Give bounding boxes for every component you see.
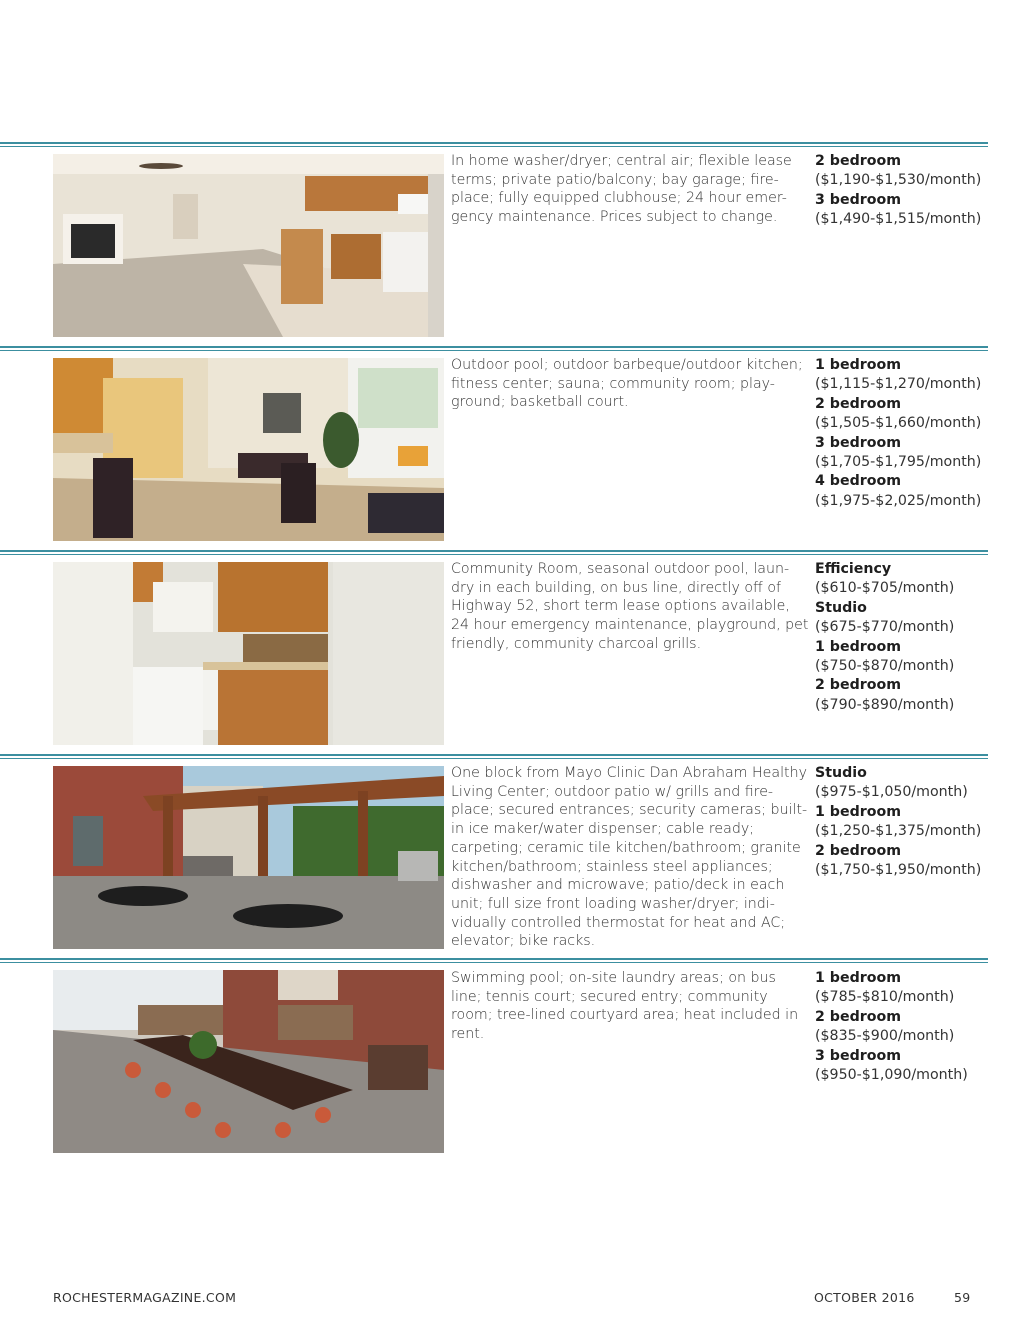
price-list — [815, 356, 995, 511]
price-range: ($1,490-$1,515/month) — [815, 211, 982, 228]
listing-photo-community-room — [53, 970, 444, 1153]
price-range: ($1,975-$2,025/month) — [815, 492, 982, 509]
listing-description: Swimming pool; on-site laundry areas; on bus line; tennis court; secured entry; community room; tree-lined courtyard area; heat included in rent. — [451, 970, 799, 1043]
unit-type: 1 bedroom — [815, 803, 902, 820]
price-range: ($975-$1,050/month) — [815, 784, 968, 801]
listing-photo-living-room-kitchen — [53, 154, 444, 337]
price-range: ($1,505-$1,660/month) — [815, 415, 982, 432]
unit-type: 4 bedroom — [815, 473, 902, 490]
listing-description: Outdoor pool; outdoor barbeque/outdoor kitchen; fitness center; sauna; community room; play-ground; basketball court. — [451, 357, 803, 411]
price-range: ($950-$1,090/month) — [815, 1067, 968, 1084]
listing-photo-kitchen — [53, 562, 444, 745]
price-range: ($610-$705/month) — [815, 580, 955, 597]
divider-rule — [0, 550, 988, 555]
price-list — [815, 764, 995, 880]
divider-rule — [0, 142, 988, 147]
page-number: 59 — [954, 1290, 971, 1305]
price-range: ($790-$890/month) — [815, 696, 955, 713]
price-range: ($675-$770/month) — [815, 619, 955, 636]
price-range: ($1,250-$1,375/month) — [815, 823, 982, 840]
listing-description: Community Room, seasonal outdoor pool, laun-dry in each building, on bus line, directly off of Highway 52, short term lease options available, 24 hour emergency maintenance, playground, pet friendly, community charcoal grills. — [451, 561, 809, 652]
divider-rule — [0, 346, 988, 351]
unit-type: Efficiency — [815, 561, 892, 577]
footer-site: ROCHESTERMAGAZINE.COM — [53, 1290, 237, 1305]
price-range: ($1,750-$1,950/month) — [815, 862, 982, 879]
listing-photo-furnished-interior — [53, 358, 444, 541]
unit-type: 2 bedroom — [815, 1008, 902, 1025]
divider-rule — [0, 958, 988, 963]
price-list — [815, 560, 995, 715]
price-range: ($1,190-$1,530/month) — [815, 172, 982, 189]
unit-type: 2 bedroom — [815, 677, 902, 694]
price-range: ($1,115-$1,270/month) — [815, 376, 982, 393]
unit-type: 2 bedroom — [815, 395, 902, 412]
unit-type: Studio — [815, 599, 867, 616]
unit-type: 3 bedroom — [815, 191, 902, 208]
listing-description: One block from Mayo Clinic Dan Abraham Healthy Living Center; outdoor patio w/ grills and fire-place; secured entrances; security cameras; built-in ice maker/water dispenser; cable ready; carpeting; ceramic tile kitchen/bathroom; granite kitchen/bathroom; stainless steel appliances; dishwasher and microwave; patio/deck in each unit; full size front loading washer/dryer; indi-vidually controlled thermostat for heat and AC; elevator; bike racks. — [451, 765, 808, 950]
price-list — [815, 152, 995, 230]
unit-type: 3 bedroom — [815, 1047, 902, 1064]
unit-type: 1 bedroom — [815, 357, 902, 373]
unit-type: 1 bedroom — [815, 970, 902, 986]
unit-type: 2 bedroom — [815, 153, 902, 169]
unit-type: 1 bedroom — [815, 638, 902, 655]
unit-type: 2 bedroom — [815, 842, 902, 859]
unit-type: 3 bedroom — [815, 434, 902, 451]
price-list — [815, 969, 995, 1085]
listing-photo-outdoor-patio — [53, 766, 444, 949]
footer-issue-date: OCTOBER 2016 — [814, 1290, 915, 1305]
divider-rule — [0, 754, 988, 759]
listing-description: In home washer/dryer; central air; flexible lease terms; private patio/balcony; bay garage; fire-place; fully equipped clubhouse; 24 hour emer-gency maintenance. Prices subject to change. — [451, 153, 792, 226]
unit-type: Studio — [815, 765, 867, 781]
price-range: ($835-$900/month) — [815, 1028, 955, 1045]
price-range: ($1,705-$1,795/month) — [815, 454, 982, 471]
price-range: ($785-$810/month) — [815, 989, 955, 1006]
price-range: ($750-$870/month) — [815, 658, 955, 675]
